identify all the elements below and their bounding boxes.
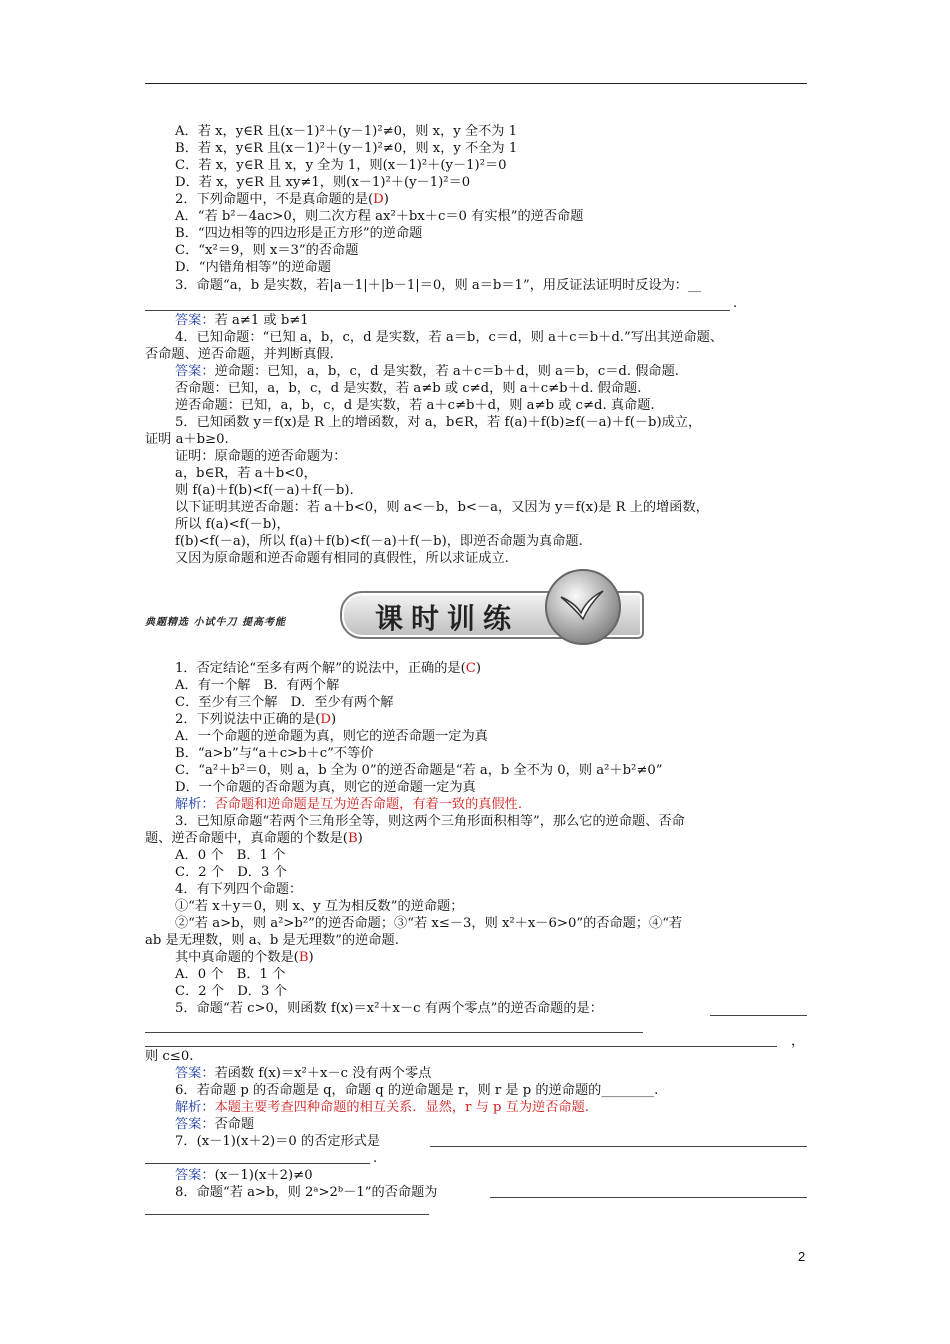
- question-text: 1．否定结论“至多有两个解”的说法中，正确的是(: [175, 661, 466, 676]
- blank-line: [145, 1046, 777, 1047]
- text-line: 所以 f(a)<f(－b)，: [175, 517, 290, 532]
- text-line: D．若 x，y∈R 且 xy≠1，则(x－1)²＋(y－1)²＝0: [175, 175, 471, 190]
- blank-line: [710, 1015, 807, 1016]
- text-line: C．“a²＋b²＝0，则 a，b 全为 0”的逆否命题是“若 a，b 全不为 0，则 a²＋b²≠0”: [175, 763, 663, 778]
- question-4: 4．已知命题：“已知 a，b，c，d 是实数，若 a＝b，c＝d，则 a＋c＝b＋d.”写出其逆命题、: [175, 330, 724, 345]
- blank-line: [490, 1197, 807, 1198]
- answer-choice: C: [465, 661, 476, 676]
- text-line: 则 c≤0.: [145, 1049, 194, 1064]
- question-7: 7．(x－1)(x＋2)＝0 的否定形式是: [175, 1134, 381, 1149]
- question-text: 2．下列命题中，不是真命题的是(: [175, 192, 374, 207]
- question-close: ): [475, 661, 482, 676]
- blank-line: [145, 1214, 429, 1215]
- answer-choice: D: [320, 712, 331, 727]
- text-line: ab 是无理数，则 a、b 是无理数”的逆命题.: [145, 933, 399, 948]
- text-line: 证明：原命题的逆否命题为：: [175, 449, 347, 464]
- page-number: 2: [798, 1249, 806, 1264]
- blank-line: [430, 1146, 807, 1147]
- text-line: 证明 a＋b≥0.: [145, 432, 229, 447]
- answer-line: [175, 1117, 254, 1133]
- question-4: 4．有下列四个命题：: [175, 882, 303, 897]
- text-line: C．2 个 D．3 个: [175, 865, 287, 880]
- question-3-cont: [145, 831, 363, 847]
- answer-choice: D: [373, 192, 384, 207]
- answer-label: 答案：: [175, 1117, 215, 1132]
- answer-line: [175, 364, 679, 380]
- question-close: ): [383, 192, 389, 207]
- answer-label: 答案：: [175, 1066, 215, 1081]
- answer-choice: B: [298, 950, 309, 965]
- question-text: 题、逆否命题中，真命题的个数是(: [145, 831, 348, 846]
- answer-text: 若函数 f(x)＝x²＋x－c 没有两个零点: [214, 1066, 432, 1081]
- answer-text: 否命题: [214, 1117, 255, 1132]
- text-line: D．“内错角相等”的逆命题: [175, 260, 331, 275]
- question-close: ): [357, 831, 363, 846]
- text-line: C．至少有三个解 D．至少有两个解: [175, 695, 394, 710]
- answer-line: [175, 1168, 313, 1184]
- answer-line: [175, 1066, 431, 1082]
- question-4-ask: [175, 950, 314, 966]
- explanation-text: 本题主要考查四种命题的相互关系．显然，r 与 p 互为逆否命题.: [214, 1100, 589, 1115]
- section-banner: [145, 563, 807, 643]
- text-line: A．0 个 B．1 个: [175, 848, 286, 863]
- question-3: 3．已知原命题“若两个三角形全等，则这两个三角形面积相等”，那么它的逆命题、否命: [175, 814, 685, 829]
- text-line: a，b∈R，若 a＋b<0，: [175, 466, 317, 481]
- question-text: 2．下列说法中正确的是(: [175, 712, 321, 727]
- question-2: [175, 712, 336, 728]
- text-line: .: [373, 1151, 378, 1166]
- text-line: A．0 个 B．1 个: [175, 967, 286, 982]
- question-6: 6．若命题 p 的否命题是 q，命题 q 的逆命题是 r，则 r 是 p 的逆命题的________.: [175, 1083, 659, 1098]
- header-rule: [145, 83, 807, 84]
- explanation-label: 解析：: [175, 1100, 215, 1115]
- explanation-line: [175, 797, 522, 813]
- answer-label: 答案：: [175, 1168, 215, 1183]
- text-line: .: [733, 296, 738, 311]
- answer-choice: B: [347, 831, 358, 846]
- explanation-text: 否命题和逆命题是互为逆否命题，有着一致的真假性.: [214, 797, 523, 812]
- text-line: C．若 x，y∈R 且 x，y 全为 1，则(x－1)²＋(y－1)²＝0: [175, 158, 507, 173]
- text-line: ①“若 x＋y＝0，则 x、y 互为相反数”的逆命题；: [175, 899, 464, 914]
- text-line: 否命题：已知，a，b，c，d 是实数，若 a≠b 或 c≠d，则 a＋c≠b＋d. 假命题.: [175, 381, 642, 396]
- answer-text: 逆命题：已知，a，b，c，d 是实数，若 a＋c＝b＋d，则 a＝b，c＝d. 假命题.: [214, 364, 679, 379]
- bird-icon: [557, 583, 607, 627]
- answer-label: 答案：: [175, 364, 215, 379]
- text-line: D．一个命题的否命题为真，则它的逆命题一定为真: [175, 780, 476, 795]
- blank-line: [145, 1032, 643, 1033]
- blank-line: [145, 310, 730, 311]
- text-line: A．若 x，y∈R 且(x－1)²＋(y－1)²≠0，则 x，y 全不为 1: [175, 124, 518, 139]
- banner-subtitle: 典题精选 小试牛刀 提高考能: [145, 617, 286, 628]
- question-1: [175, 661, 481, 677]
- question-text: 其中真命题的个数是(: [175, 950, 299, 965]
- text-line: C．2 个 D．3 个: [175, 984, 287, 999]
- text-line: B．“四边相等的四边形是正方形”的逆命题: [175, 226, 423, 241]
- text-line: B．若 x，y∈R 且(x－1)²＋(y－1)²≠0，则 x，y 不全为 1: [175, 141, 518, 156]
- question-3: 3．命题“a，b 是实数，若|a－1|＋|b－1|＝0，则 a＝b＝1”，用反证法证明时反设为：__: [175, 278, 702, 293]
- text-line: 以下证明其逆否命题：若 a＋b<0，则 a<－b，b<－a，又因为 y＝f(x)是 R 上的增函数，: [175, 500, 709, 515]
- text-line: ②“若 a>b，则 a²>b²”的逆否命题；③“若 x≤－3，则 x²＋x－6>0”的否命题；④“若: [175, 916, 683, 931]
- text-line: 逆否命题：已知，a，b，c，d 是实数，若 a＋c≠b＋d，则 a≠b 或 c≠d. 真命题.: [175, 398, 655, 413]
- answer-line: [175, 313, 309, 329]
- text-line: f(b)<f(－a)，所以 f(a)＋f(b)<f(－a)＋f(－b)，即逆否命题为真命题.: [175, 534, 583, 549]
- text-line: B．“a>b”与“a＋c>b＋c”不等价: [175, 746, 374, 761]
- question-2: [175, 192, 389, 208]
- question-8: 8．命题“若 a>b，则 2ᵃ>2ᵇ－1”的否命题为: [175, 1185, 438, 1200]
- answer-label: 答案：: [175, 313, 215, 328]
- text-line: C．“x²＝9，则 x＝3”的否命题: [175, 243, 359, 258]
- question-close: ): [331, 712, 337, 727]
- question-5: 5．已知函数 y＝f(x)是 R 上的增函数，对 a，b∈R，若 f(a)＋f(b)≥f(－a)＋f(－b)成立，: [175, 415, 702, 430]
- explanation-line: [175, 1100, 589, 1116]
- text-line: 又因为原命题和逆否命题有相同的真假性，所以求证成立.: [175, 551, 509, 566]
- text-line: A．一个命题的逆命题为真，则它的逆否命题一定为真: [175, 729, 488, 744]
- text-line: 则 f(a)＋f(b)<f(－a)＋f(－b).: [175, 483, 354, 498]
- answer-text: 若 a≠1 或 b≠1: [214, 313, 309, 328]
- question-close: ): [308, 950, 314, 965]
- blank-line: [145, 1163, 370, 1164]
- text-line: 否命题、逆否命题，并判断真假.: [145, 347, 334, 362]
- text-line: A．有一个解 B．有两个解: [175, 678, 340, 693]
- explanation-label: 解析：: [175, 797, 215, 812]
- banner-title: 课时训练: [375, 602, 520, 635]
- text-line: A．“若 b²－4ac>0，则二次方程 ax²＋bx＋c＝0 有实根”的逆否命题: [175, 209, 584, 224]
- text-line: ，: [791, 1034, 805, 1049]
- answer-text: (x－1)(x＋2)≠0: [214, 1168, 313, 1183]
- question-5: 5．命题“若 c>0，则函数 f(x)＝x²＋x－c 有两个零点”的逆否命题的是：: [175, 1001, 603, 1016]
